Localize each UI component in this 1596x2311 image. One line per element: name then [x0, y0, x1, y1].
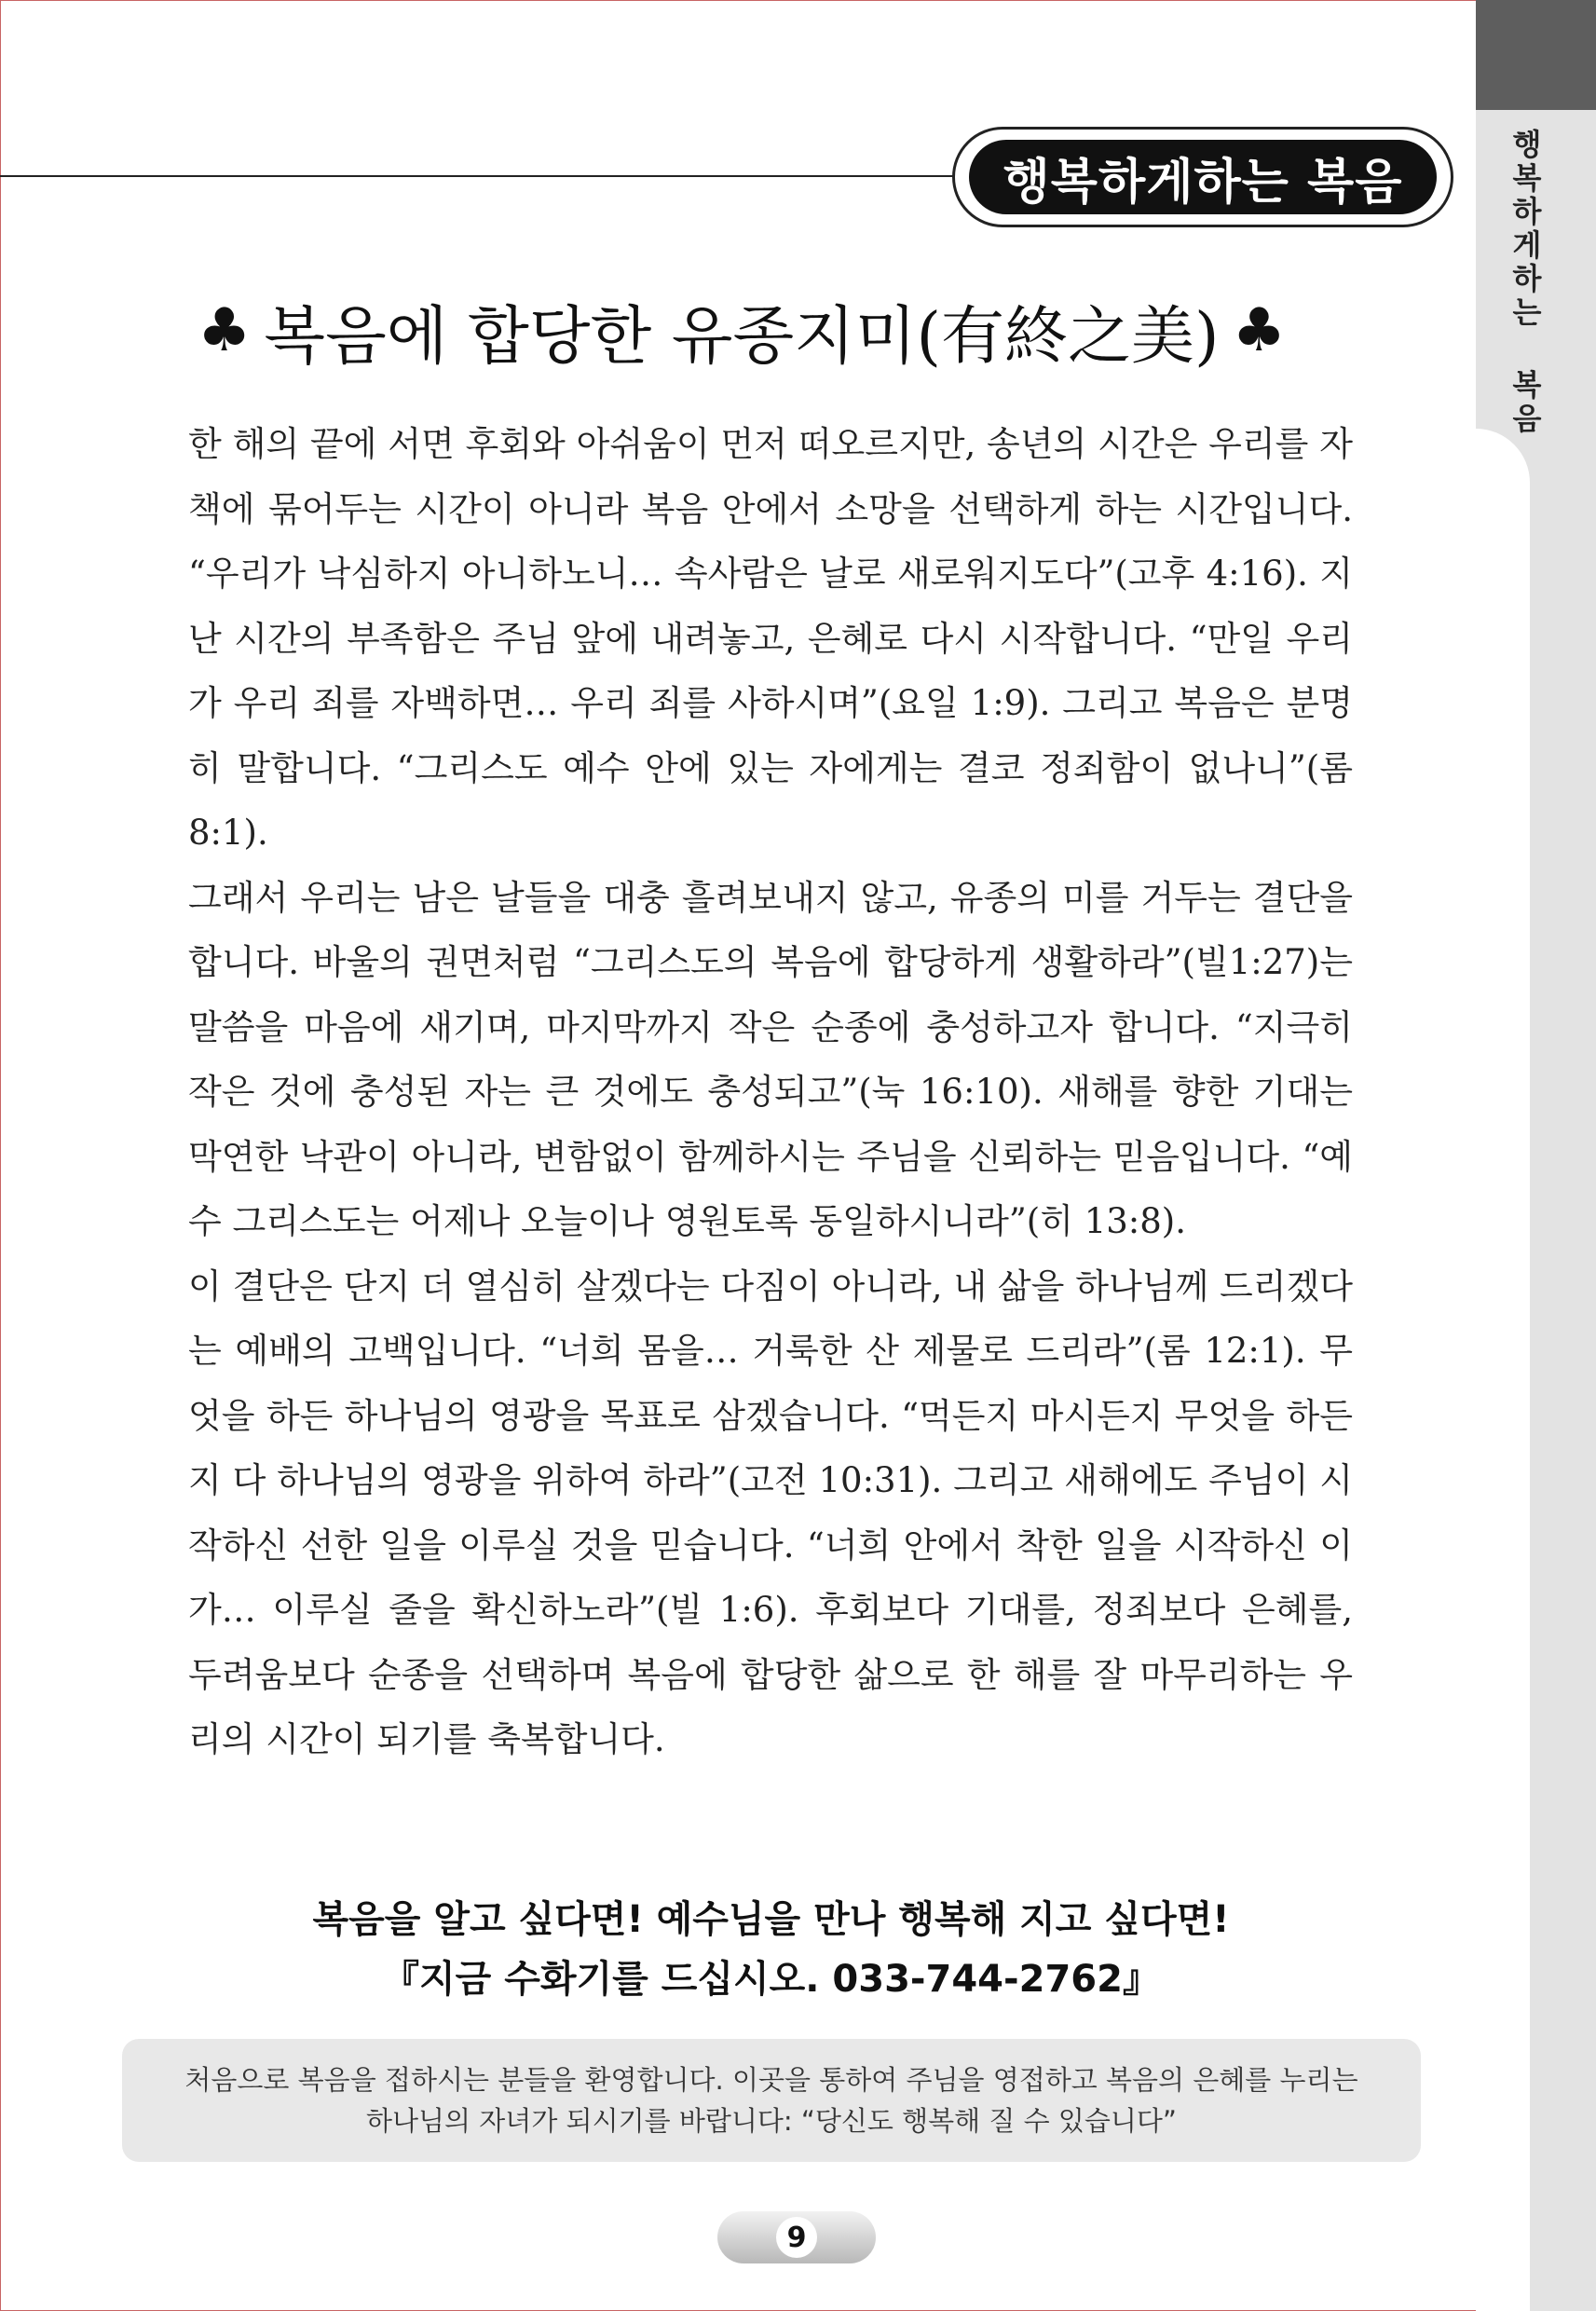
info-line-1: 처음으로 복음을 접하시는 분들을 환영합니다. 이곳을 통하여 주님을 영접하고 복음의 은혜를 누리는	[184, 2064, 1358, 2096]
header-rule	[0, 175, 960, 177]
paragraph-1: 한 해의 끝에 서면 후회와 아쉬움이 먼저 떠오르지만, 송년의 시간은 우리를 자책에 묶어두는 시간이 아니라 복음 안에서 소망을 선택하게 하는 시간입니다. “우리가 낙심하지 아니하노니… 속사람은 날로 새로워지도다”(고후 4:16). 지난 시간의 부족함은 주님 앞에 내려놓고, 은혜로 다시 시작합니다. “만일 우리가 우리 죄를 자백하면… 우리 죄를 사하시며”(요일 1:9). 그리고 복음은 분명히 말합니다. “그리스도 예수 안에 있는 자에게는 결코 정죄함이 없나니”(롬 8:1).	[188, 424, 1353, 853]
page-number-pill	[717, 2211, 876, 2263]
callout-line-1: 복음을 알고 싶다면! 예수님을 만나 행복해 지고 싶다면!	[312, 1898, 1230, 1941]
callout-phone-line: 『지금 수화기를 드십시오. 033-744-2762』	[382, 1958, 1160, 2001]
info-line-2: 하나님의 자녀가 되시기를 바랍니다: “당신도 행복해 질 수 있습니다”	[366, 2105, 1177, 2137]
article-body	[188, 412, 1353, 1772]
welcome-info-box	[122, 2039, 1421, 2162]
page-number: 9	[776, 2217, 817, 2258]
club-icon-right: ♣	[1232, 296, 1286, 365]
contact-callout	[186, 1890, 1356, 2009]
title-main: 복음에 합당한 유종지미	[264, 299, 917, 374]
title-hanja: (有終之美)	[916, 299, 1220, 374]
side-tab-label: 행복하게하는 복음	[1507, 129, 1543, 436]
header-pill: 행복하게하는 복음	[969, 140, 1437, 214]
paragraph-2: 그래서 우리는 남은 날들을 대충 흘려보내지 않고, 유종의 미를 거두는 결단을 합니다. 바울의 권면처럼 “그리스도의 복음에 합당하게 생활하라”(빌1:27)는 말씀을 마음에 새기며, 마지막까지 작은 순종에 충성하고자 합니다. “지극히 작은 것에 충성된 자는 큰 것에도 충성되고”(눅 16:10). 새해를 향한 기대는 막연한 낙관이 아니라, 변함없이 함께하시는 주님을 신뢰하는 믿음입니다. “예수 그리스도는 어제나 오늘이나 영원토록 동일하시니라”(히 13:8).	[188, 877, 1353, 1241]
club-icon-left: ♣	[198, 296, 252, 365]
side-tab-curve	[1476, 429, 1530, 2311]
side-tab-dark-block	[1476, 0, 1596, 110]
paragraph-3: 이 결단은 단지 더 열심히 살겠다는 다짐이 아니라, 내 삶을 하나님께 드리겠다는 예배의 고백입니다. “너희 몸을… 거룩한 산 제물로 드리라”(롬 12:1). 무엇을 하든 하나님의 영광을 목표로 삼겠습니다. “먹든지 마시든지 무엇을 하든지 다 하나님의 영광을 위하여 하라”(고전 10:31). 그리고 새해에도 주님이 시작하신 선한 일을 이루실 것을 믿습니다. “너희 안에서 착한 일을 시작하신 이가… 이루실 줄을 확신하노라”(빌 1:6). 후회보다 기대를, 정죄보다 은혜를, 두려움보다 순종을 선택하며 복음에 합당한 삶으로 한 해를 잘 마무리하는 우리의 시간이 되기를 축복합니다.	[188, 1265, 1353, 1759]
page-title	[183, 280, 1301, 382]
